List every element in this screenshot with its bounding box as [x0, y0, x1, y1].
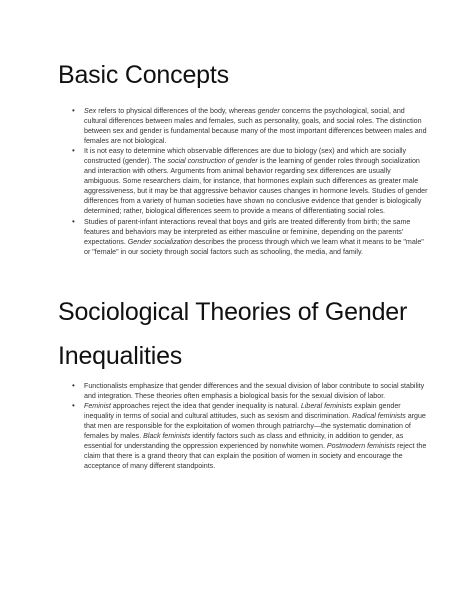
heading-sociological-theories: Sociological Theories of Gender Inequalities	[58, 298, 408, 370]
text-segment: concerns the psychological, social, and cultural differences between males and females, such as personality, goals, and social roles. The distinction between sex and gender is fundamental because many of the most important differences between males and females are not biological.	[84, 107, 427, 146]
list-item	[84, 381, 429, 401]
list-item	[84, 401, 429, 471]
text-segment: explain gender inequality in terms of social and cultural attitudes, such as sexism and discrimination.	[84, 402, 401, 421]
emphasized-term: Sex	[84, 107, 97, 115]
text-segment: reject the claim that there is a grand theory that can explain the position of women in society and encourage the acceptance of many different standpoints.	[84, 442, 427, 471]
text-segment: Functionalists emphasize that gender differences and the sexual division of labor contribute to social stability and integration. These theories often emphasis a biological basis for the sexual division of labor.	[84, 382, 425, 401]
basic-concepts-list	[84, 106, 429, 257]
text-segment: approaches reject the idea that gender inequality is natural.	[110, 402, 301, 411]
list-item	[84, 106, 429, 146]
text-segment: is the learning of gender roles through socialization and interaction with others. Arguments from animal behavior regarding sex differences are usually ambiguous. Some researchers claim, for instance, that hormones explain such differences as greater male aggressiveness, but it may be that aggressive behavior causes changes in hormone levels. Studies of gender differences from a variety of human societies have shown no conclusive evidence that gender is biologically determined; rather, biological differences seem to provide a means of differentiating social roles.	[84, 157, 428, 216]
text-segment: describes the process through which we learn what it means to be "male" or "female" in our society through social factors such as schooling, the media, and family.	[84, 237, 424, 256]
theories-list	[84, 381, 429, 471]
emphasized-term: Black feminists	[143, 432, 191, 441]
emphasized-term: Gender socialization	[127, 237, 193, 246]
emphasized-term: gender	[257, 107, 280, 115]
emphasized-term: social construction of gender	[167, 157, 258, 166]
heading-basic-concepts: Basic Concepts	[58, 61, 229, 89]
emphasized-term: Feminist	[84, 402, 111, 411]
emphasized-term: Liberal feminists	[300, 402, 353, 411]
text-segment: identify factors such as class and ethnicity, in addition to gender, as essential for understanding the oppression experienced by nonwhite women.	[84, 432, 404, 451]
text-segment: argue that men are responsible for the exploitation of women through patriarchy—the systematic domination of females by males.	[84, 412, 426, 441]
text-segment: refers to physical differences of the body, whereas	[96, 107, 258, 115]
emphasized-term: Postmodern feminists	[326, 442, 396, 451]
emphasized-term: Radical feminists	[352, 412, 406, 421]
list-item	[84, 217, 429, 257]
text-segment: It is not easy to determine which observable differences are due to biology (sex) and which are socially constructed (gender). The	[84, 147, 407, 166]
text-segment: Studies of parent-infant interactions reveal that boys and girls are treated differently from birth; the same features and behaviors may be interpreted as either masculine or feminine, depending on the parents' expectations.	[84, 217, 411, 246]
list-item	[84, 146, 429, 216]
